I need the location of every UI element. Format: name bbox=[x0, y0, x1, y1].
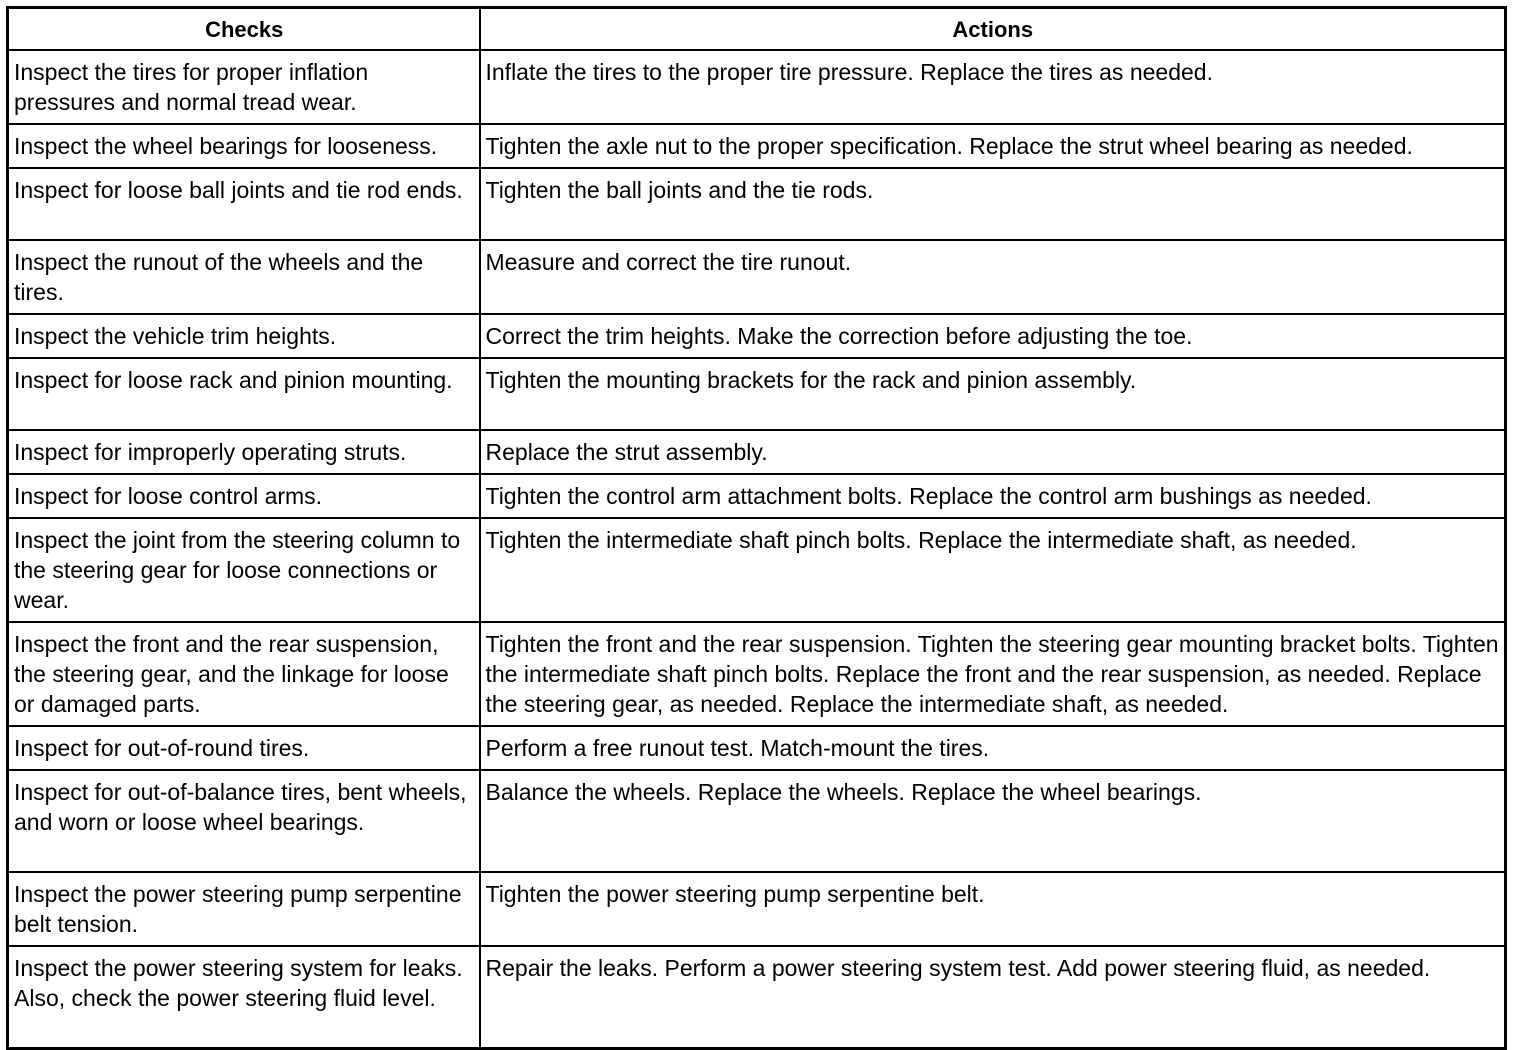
table-row bbox=[8, 474, 1506, 518]
table-row bbox=[8, 124, 1506, 168]
check-cell: Inspect the wheel bearings for looseness. bbox=[8, 124, 480, 168]
check-cell: Inspect for out-of-round tires. bbox=[8, 726, 480, 770]
table-row bbox=[8, 726, 1506, 770]
action-cell: Correct the trim heights. Make the correction before adjusting the toe. bbox=[480, 314, 1506, 358]
check-cell: Inspect for improperly operating struts. bbox=[8, 430, 480, 474]
action-cell: Inflate the tires to the proper tire pressure. Replace the tires as needed. bbox=[480, 50, 1506, 124]
table-row bbox=[8, 518, 1506, 622]
action-cell: Tighten the intermediate shaft pinch bolts. Replace the intermediate shaft, as needed. bbox=[480, 518, 1506, 622]
check-cell: Inspect the tires for proper inflation pressures and normal tread wear. bbox=[8, 50, 480, 124]
action-cell: Repair the leaks. Perform a power steering system test. Add power steering fluid, as needed. bbox=[480, 946, 1506, 1048]
action-cell: Tighten the control arm attachment bolts. Replace the control arm bushings as needed. bbox=[480, 474, 1506, 518]
check-cell: Inspect the power steering pump serpentine belt tension. bbox=[8, 872, 480, 946]
table-header-row bbox=[8, 8, 1506, 51]
column-header-checks: Checks bbox=[8, 8, 480, 51]
table-row bbox=[8, 946, 1506, 1048]
action-cell: Tighten the axle nut to the proper specification. Replace the strut wheel bearing as needed. bbox=[480, 124, 1506, 168]
action-cell: Measure and correct the tire runout. bbox=[480, 240, 1506, 314]
check-cell: Inspect for out-of-balance tires, bent wheels, and worn or loose wheel bearings. bbox=[8, 770, 480, 872]
column-header-actions: Actions bbox=[480, 8, 1506, 51]
check-cell: Inspect for loose rack and pinion mounting. bbox=[8, 358, 480, 430]
action-cell: Tighten the mounting brackets for the rack and pinion assembly. bbox=[480, 358, 1506, 430]
table-row bbox=[8, 168, 1506, 240]
table-row bbox=[8, 314, 1506, 358]
check-cell: Inspect the joint from the steering column to the steering gear for loose connections or wear. bbox=[8, 518, 480, 622]
table-row bbox=[8, 240, 1506, 314]
table-row bbox=[8, 770, 1506, 872]
table-row bbox=[8, 430, 1506, 474]
action-cell: Balance the wheels. Replace the wheels. Replace the wheel bearings. bbox=[480, 770, 1506, 872]
check-cell: Inspect the front and the rear suspension, the steering gear, and the linkage for loose or damaged parts. bbox=[8, 622, 480, 726]
action-cell: Tighten the front and the rear suspension. Tighten the steering gear mounting bracket bolts. Tighten the intermediate shaft pinch bolts. Replace the front and the rear suspension, as needed. Replace the steering gear, as needed. Replace the intermediate shaft, as needed. bbox=[480, 622, 1506, 726]
table-row bbox=[8, 50, 1506, 124]
check-cell: Inspect the runout of the wheels and the tires. bbox=[8, 240, 480, 314]
action-cell: Tighten the power steering pump serpentine belt. bbox=[480, 872, 1506, 946]
check-cell: Inspect the power steering system for leaks. Also, check the power steering fluid level. bbox=[8, 946, 480, 1048]
table-row bbox=[8, 872, 1506, 946]
checks-actions-table bbox=[6, 6, 1507, 1050]
table-row bbox=[8, 622, 1506, 726]
action-cell: Tighten the ball joints and the tie rods. bbox=[480, 168, 1506, 240]
table-row bbox=[8, 358, 1506, 430]
check-cell: Inspect the vehicle trim heights. bbox=[8, 314, 480, 358]
action-cell: Perform a free runout test. Match-mount the tires. bbox=[480, 726, 1506, 770]
check-cell: Inspect for loose ball joints and tie rod ends. bbox=[8, 168, 480, 240]
action-cell: Replace the strut assembly. bbox=[480, 430, 1506, 474]
check-cell: Inspect for loose control arms. bbox=[8, 474, 480, 518]
